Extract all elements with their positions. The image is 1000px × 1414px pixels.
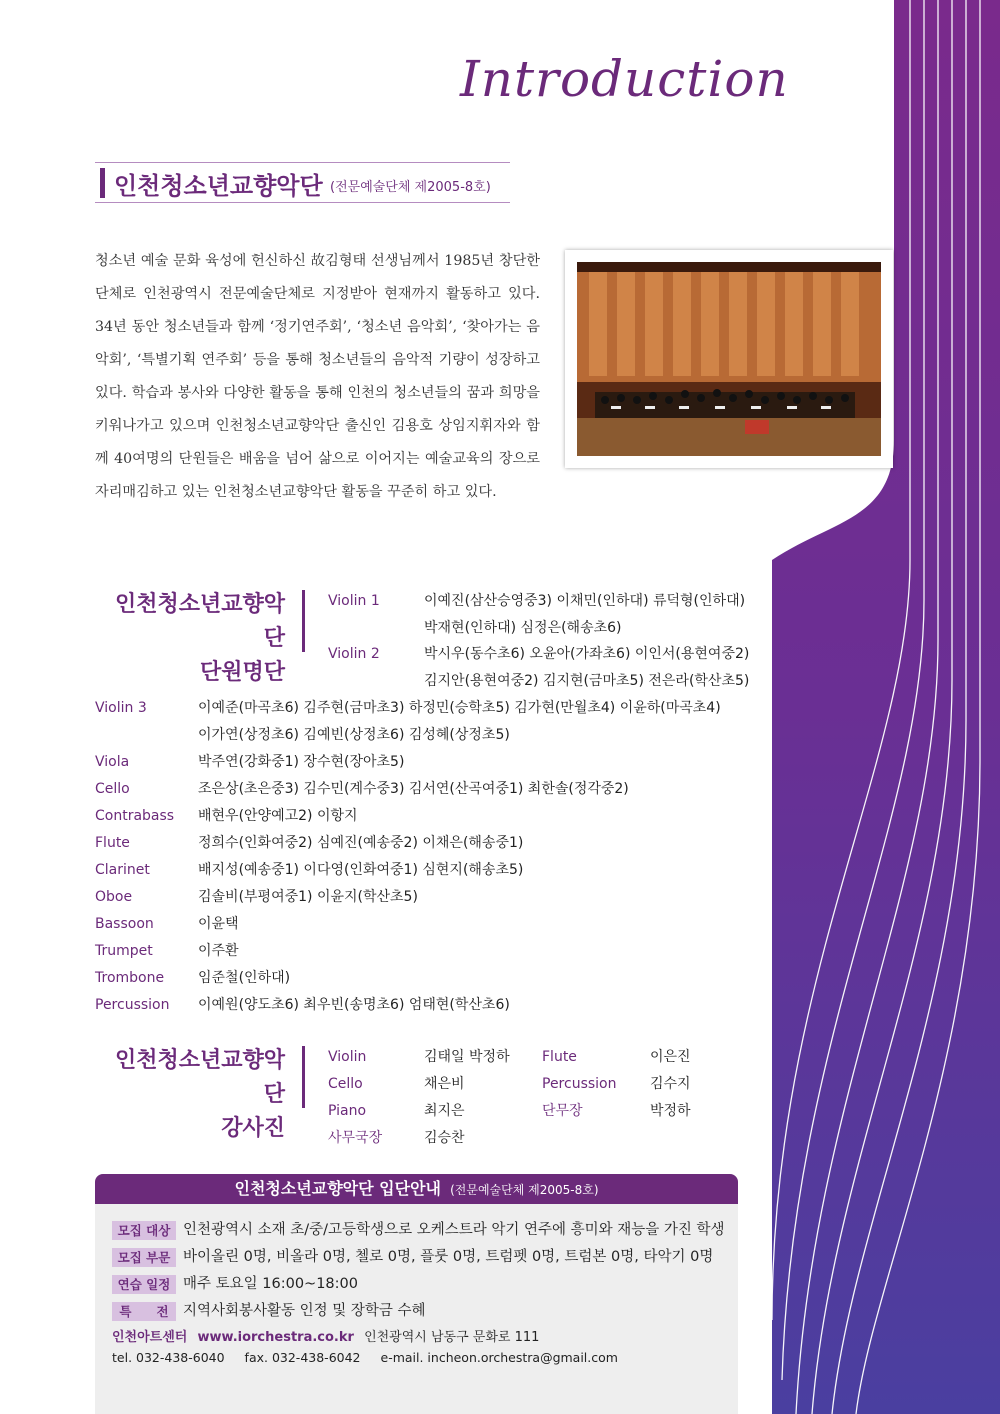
- member-section-label: Trombone: [95, 970, 165, 986]
- members-title: [95, 588, 285, 690]
- admission-detail: 매주 토요일 16:00~18:00: [183, 1276, 358, 1292]
- admission-title: 인천청소년교향악단 입단안내: [234, 1179, 441, 1198]
- fax-number: fax. 032-438-6042: [244, 1350, 361, 1365]
- instructor-name: 이은진: [650, 1049, 691, 1065]
- instructor-name: 김태일 박정하: [424, 1049, 510, 1065]
- member-names: 조은상(초은중3) 김수민(계수중3) 김서연(산곡여중1) 최한솔(정각중2): [198, 781, 629, 797]
- tel-number: tel. 032-438-6040: [112, 1350, 225, 1365]
- admission-subtitle: (전문예술단체 제2005-8호): [450, 1183, 599, 1197]
- member-section-label: Flute: [95, 835, 130, 851]
- member-names: 정희수(인화여중2) 심예진(예송중2) 이채은(해송중1): [198, 835, 524, 851]
- section-subtitle: (전문예술단체 제2005-8호): [330, 180, 491, 195]
- member-names: 이주환: [198, 943, 239, 959]
- email-address[interactable]: e-mail. incheon.orchestra@gmail.com: [380, 1350, 618, 1365]
- member-names: 임준철(인하대): [198, 970, 291, 986]
- intro-paragraph: 청소년 예술 문화 육성에 헌신하신 故김형태 선생님께서 1985년 창단한 단체로 인천광역시 전문예술단체로 지정받아 현재까지 활동하고 있다. 34년 동안 청소년들과 함께 ‘정기연주회’, ‘청소년 음악회’, ‘찾아가는 음악회’, ‘특별기획 연주회’ 등을 통해 청소년들의 음악적 기량이 성장하고 있다. 학습과 봉사와 다양한 활동을 통해 인천의 청소년들의 꿈과 희망을 키워나가고 있으며 인천청소년교향악단 출신인 김용호 상임지휘자와 함께 40여명의 단원들은 배움을 넘어 삶으로 이어지는 예술교육의 장으로 자리매김하고 있는 인천청소년교향악단 활동을 꾸준히 하고 있다.: [95, 253, 540, 500]
- member-section-label: Violin 3: [95, 700, 147, 716]
- section-accent-bar: [100, 168, 105, 198]
- section-rule-top: [95, 162, 510, 163]
- instructors-title: [95, 1044, 285, 1146]
- member-names: 이윤택: [198, 916, 239, 932]
- instructor-name: 채은비: [424, 1076, 465, 1092]
- member-names: 박시우(동수초6) 오윤아(가좌초6) 이인서(용현여중2): [424, 646, 750, 662]
- member-section-label: Violin 1: [328, 593, 380, 609]
- admission-detail: 바이올린 0명, 비올라 0명, 첼로 0명, 플룻 0명, 트럼펫 0명, 트럼본 0명, 타악기 0명: [183, 1249, 714, 1265]
- admission-header-text: [95, 1174, 738, 1204]
- instructor-subject-label: Piano: [328, 1103, 367, 1119]
- instructor-subject-label: Violin: [328, 1049, 367, 1065]
- admission-tag: 연습 일정: [112, 1275, 176, 1294]
- instructors-divider: [302, 1046, 305, 1108]
- instructors-title-line1: 인천청소년교향악단: [114, 1048, 285, 1107]
- instructor-subject-label: Cello: [328, 1076, 363, 1092]
- concert-photo-image: [565, 250, 893, 468]
- orchestra-players: [595, 389, 855, 418]
- venue-name: 인천아트센터: [112, 1330, 188, 1345]
- member-section-label: Violin 2: [328, 646, 380, 662]
- member-names: 배현우(안양예고2) 이항지: [198, 808, 358, 824]
- intro-heading: Introduction: [460, 50, 789, 108]
- instructor-name: 박정하: [650, 1103, 691, 1119]
- instructor-name: 최지은: [424, 1103, 465, 1119]
- stage-wall-panels: [577, 262, 881, 382]
- admission-tag: 모집 대상: [112, 1221, 176, 1240]
- member-section-label: Trumpet: [95, 943, 153, 959]
- member-names: 이예준(마곡초6) 김주현(금마초3) 하정민(승학초5) 김가현(만월초4) 이윤하(마곡초4): [198, 700, 721, 716]
- member-names: 이예진(삼산승영중3) 이채민(인하대) 류덕형(인하대): [424, 593, 746, 609]
- decorative-band: [772, 0, 1000, 1414]
- member-section-label: Cello: [95, 781, 130, 797]
- instructor-subject-label: 사무국장: [328, 1130, 383, 1146]
- admission-tag: 모집 부문: [112, 1248, 176, 1267]
- website-link[interactable]: www.iorchestra.co.kr: [197, 1330, 354, 1345]
- section-rule-bottom: [95, 202, 510, 203]
- instructor-name: 김승찬: [424, 1130, 465, 1146]
- stage-floor: [577, 418, 881, 456]
- concert-photo: [565, 250, 893, 468]
- admission-detail: 지역사회봉사활동 인정 및 장학금 수혜: [183, 1303, 426, 1319]
- member-section-label: Viola: [95, 754, 130, 770]
- member-names: 배지성(예송중1) 이다영(인화여중1) 심현지(해송초5): [198, 862, 524, 878]
- member-section-label: Clarinet: [95, 862, 150, 878]
- members-title-line2: 단원명단: [199, 660, 285, 685]
- member-names: 이예원(양도초6) 최우빈(송명초6) 엄태현(학산초6): [198, 997, 510, 1013]
- contact-numbers: [112, 1350, 618, 1365]
- member-names: 박재현(인하대) 심정은(해송초6): [424, 619, 622, 636]
- admission-detail: 인천광역시 소재 초/중/고등학생으로 오케스트라 악기 연주에 흥미와 재능을 가진 학생: [183, 1222, 725, 1238]
- section-title: 인천청소년교향악단: [114, 172, 323, 200]
- instructor-subject-label: 단무장: [542, 1103, 583, 1119]
- instructor-name: 김수지: [650, 1076, 691, 1092]
- members-title-line1: 인천청소년교향악단: [114, 592, 285, 651]
- instructor-subject-label: Flute: [542, 1049, 577, 1065]
- member-section-label: Bassoon: [95, 916, 154, 932]
- members-divider: [302, 590, 305, 652]
- instructor-subject-label: Percussion: [542, 1076, 617, 1092]
- address: 인천광역시 남동구 문화로 111: [364, 1330, 540, 1345]
- admission-tag: 특 전: [112, 1302, 176, 1321]
- member-section-label: Oboe: [95, 889, 133, 905]
- instructors-title-line2: 강사진: [221, 1116, 285, 1141]
- member-names: 이가연(상정초6) 김예빈(상정초6) 김성혜(상정초5): [198, 727, 510, 743]
- admission-box: [95, 1174, 738, 1414]
- member-section-label: Contrabass: [95, 808, 175, 824]
- member-names: 김솔비(부평여중1) 이윤지(학산초5): [198, 889, 418, 905]
- contact-line: [112, 1326, 539, 1345]
- podium: [745, 420, 769, 434]
- member-names: 박주연(강화중1) 장수현(장아초5): [198, 754, 405, 770]
- member-names: 김지안(용현여중2) 김지현(금마초5) 전은라(학산초5): [424, 672, 750, 689]
- member-section-label: Percussion: [95, 997, 170, 1013]
